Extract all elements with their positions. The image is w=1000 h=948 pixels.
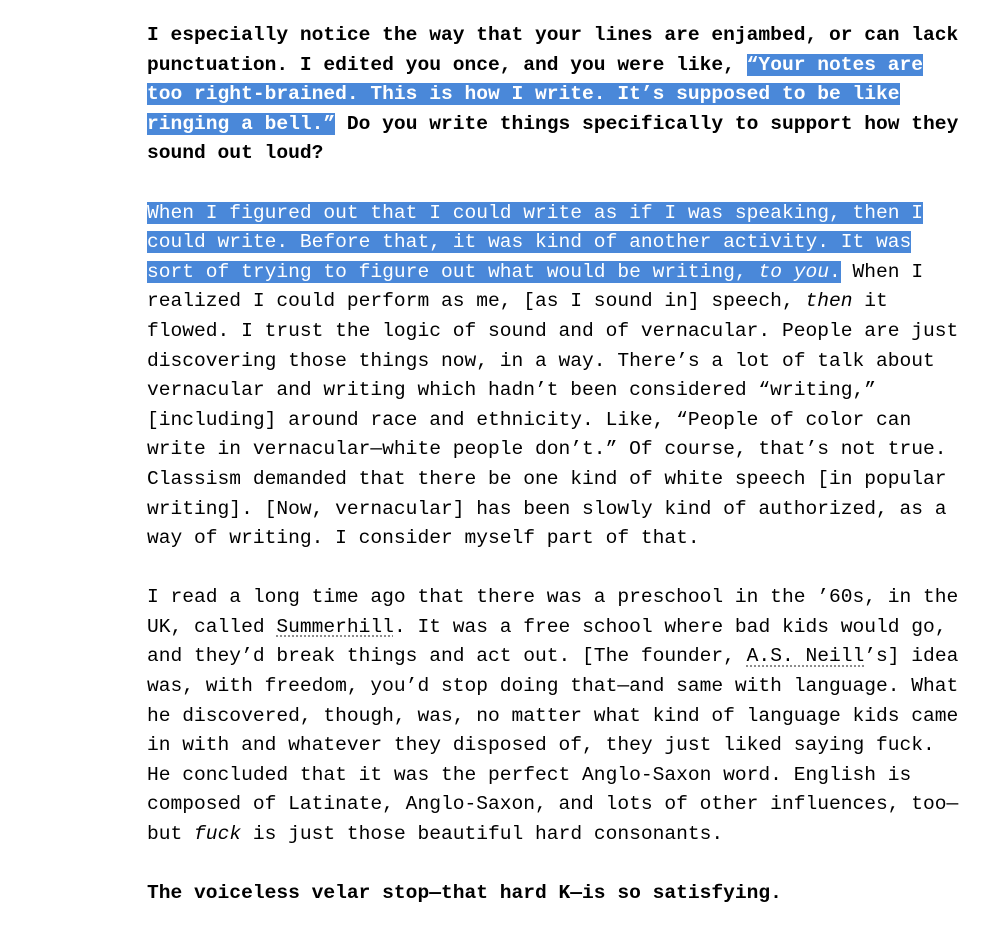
highlighted-quote[interactable]: “Your notes are too right-brained. This is how I write. It’s supposed to be like ringing a bell.” [147, 53, 924, 135]
answer-2-text: I read a long time ago that there was a preschool in the ’60s, in the UK, called [147, 586, 959, 638]
answer-1-text-end: it flowed. I trust the logic of sound and of vernacular. People are just discovering those things now, in a way. There’s a lot of talk about vernacular and writing which hadn’t been considered “writing,” [including] around race and ethnicity. Like, “People of color can write in vernacular—white people don’t.” Of course, that’s not true. Classism demanded that there be one kind of white speech [in popular writing]. [Now, vernacular] has been slowly kind of authorized, as a way of writing. I consider myself part of that. [147, 290, 959, 550]
interview-question-1 [147, 21, 967, 169]
question-1-text-end: Do you write things specifically to support how they sound out loud? [147, 112, 959, 165]
answer-2-text-cont: . It was a free school where bad kids would go, and they’d break things and act out. [The founder, [147, 615, 947, 668]
emphasis-to-you[interactable]: to you [758, 260, 829, 283]
summerhill-link[interactable]: Summerhill [276, 615, 394, 638]
interview-question-2: The voiceless velar stop—that hard K—is so satisfying. [147, 882, 782, 905]
answer-1-text: When I realized I could perform as me, [as I sound in] speech, [147, 260, 924, 313]
highlighted-answer-text[interactable]: When I figured out that I could write as if I was speaking, then I could write. Before that, it was kind of another activity. It was sort of trying to figure out what would be writing, [147, 201, 924, 283]
highlighted-answer-selection[interactable] [147, 202, 923, 283]
answer-2-text-cont-2: ’s] idea was, with freedom, you’d stop doing that—and same with language. What he discovered, though, was, no matter what kind of language kids came in with and whatever they disposed of, they just liked saying fuck. He concluded that it was the perfect Anglo-Saxon word. English is composed of Latinate, Anglo-Saxon, and lots of other influences, too—but [147, 645, 959, 846]
as-neill-link[interactable]: A.S. Neill [746, 645, 865, 668]
highlighted-answer-period[interactable]: . [829, 260, 841, 283]
interview-answer-2 [147, 583, 967, 849]
interview-answer-1 [147, 199, 967, 554]
answer-2-text-end: is just those beautiful hard consonants. [241, 823, 724, 846]
emphasis-then: then [805, 290, 853, 313]
interview-article [147, 21, 967, 938]
emphasis-fuck: fuck [194, 823, 242, 846]
question-1-text: I especially notice the way that your lines are enjambed, or can lack punctuation. I edited you once, and you were like, [147, 24, 959, 76]
